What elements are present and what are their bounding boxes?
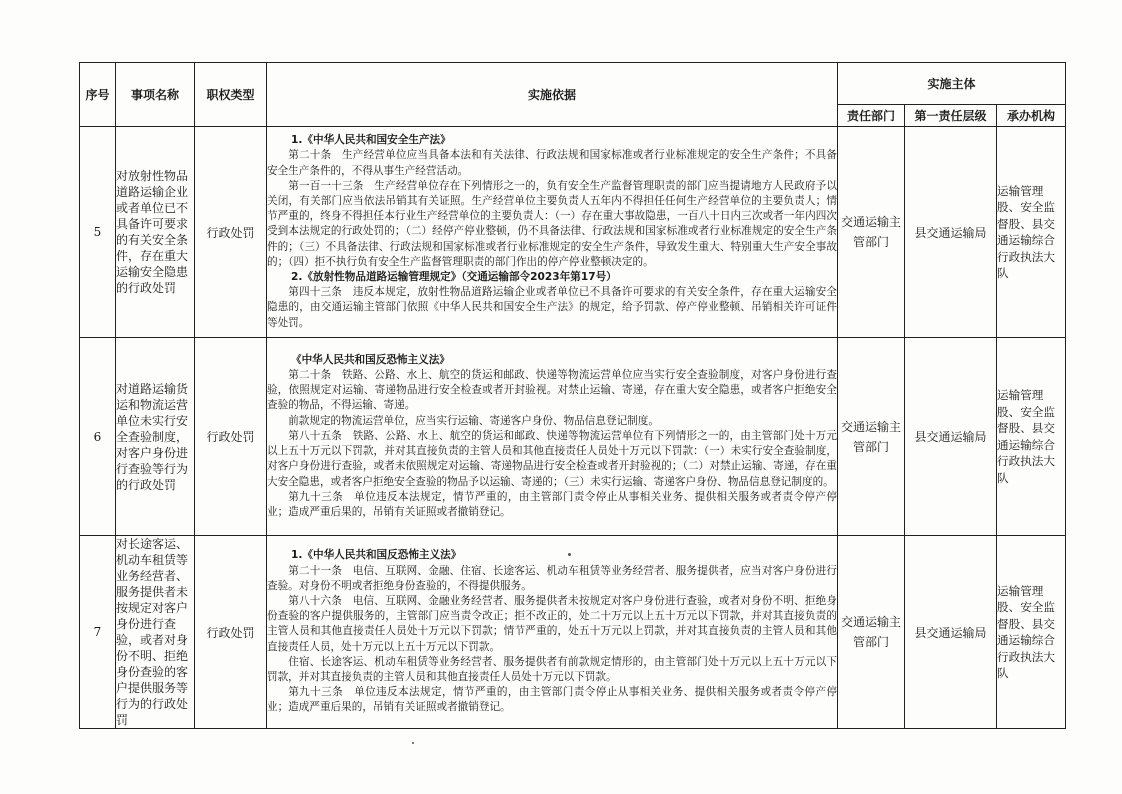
row-responsible-dept: 交通运输主管部门	[838, 338, 905, 536]
basis-article: 第二十条 铁路、公路、水上、航空的货运和邮政、快递等物流运营单位应当实行安全查验制度，对客户身份进行查验，依照规定对运输、寄递物品进行安全检查或者开封验视。对禁止运输、寄递，存在重大安全隐患，或者客户拒绝安全查验的物品，不得运输、寄递。	[267, 369, 837, 412]
header-subject: 实施主体	[838, 63, 1066, 105]
row-basis	[267, 338, 838, 536]
row-seq: 7	[80, 536, 116, 729]
row-undertaking-agency: 运输管理股、安全监督股、县交通运输综合行政执法大队	[997, 338, 1066, 536]
basis-article: 住宿、长途客运、机动车租赁等业务经营者、服务提供者有前款规定情形的，由主管部门处十万元以上五十万元以下罚款，并对其直接负责的主管人员和其他直接责任人员处十万元以下罚款。	[267, 655, 837, 683]
row-power-type: 行政处罚	[195, 536, 267, 729]
header-basis: 实施依据	[267, 63, 838, 127]
header-item-name: 事项名称	[116, 63, 195, 127]
header-responsible-dept: 责任部门	[838, 105, 905, 127]
basis-article: 第二十条 生产经营单位应当具备本法和有关法律、行政法规和国家标准或者行业标准规定的安全生产条件；不具备安全生产条件的，不得从事生产经营活动。	[267, 149, 837, 177]
row-basis	[267, 127, 838, 338]
row-power-type: 行政处罚	[195, 127, 267, 338]
basis-article: 第一百一十三条 生产经营单位存在下列情形之一的，负有安全生产监督管理职责的部门应当提请地方人民政府予以关闭，有关部门应当依法吊销其有关证照。生产经营单位主要负责人五年内不得担任任何生产经营单位的主要负责人；情节严重的，终身不得担任本行业生产经营单位的主要负责人：（一）存在重大事故隐患，一百八十日内三次或者一年内四次受到本法规定的行政处罚的；（二）经停产停业整顿，仍不具备法律、行政法规和国家标准或者行业标准规定的安全生产条件的；（三）不具备法律、行政法规和国家标准或者行业标准规定的安全生产条件，导致发生重大、特别重大生产安全事故的；（四）拒不执行负有安全生产监督管理职责的部门作出的停产停业整顿决定的。	[267, 179, 837, 268]
row-undertaking-agency: 运输管理股、安全监督股、县交通运输综合行政执法大队	[997, 536, 1066, 729]
row-first-level: 县交通运输局	[905, 536, 997, 729]
basis-article: 第二十一条 电信、互联网、金融、住宿、长途客运、机动车租赁等业务经营者、服务提供者，应当对客户身份进行查验。对身份不明或者拒绝身份查验的，不得提供服务。	[267, 564, 837, 592]
scan-speck	[412, 742, 414, 744]
header-seq: 序号	[80, 63, 116, 127]
table-row	[80, 127, 1066, 338]
row-undertaking-agency: 运输管理股、安全监督股、县交通运输综合行政执法大队	[997, 127, 1066, 338]
row-responsible-dept: 交通运输主管部门	[838, 127, 905, 338]
basis-law-title: 2.《放射性物品道路运输管理规定》（交通运输部令2023年第17号）	[291, 271, 617, 283]
row-item-name: 对长途客运、机动车租赁等业务经营者、服务提供者未按规定对客户身份进行查验，或者对身份不明、拒绝身份查验的客户提供服务等行为的行政处罚	[116, 536, 195, 729]
basis-article: 第八十六条 电信、互联网、金融业务经营者、服务提供者未按规定对客户身份进行查验，或者对身份不明、拒绝身份查验的客户提供服务的，主管部门应当责令改正；拒不改正的，处二十万元以上五十万元以下罚款，并对其直接负责的主管人员和其他直接责任人员处十万元以下罚款；情节严重的，处五十万元以上罚款，并对其直接负责的主管人员和其他直接责任人员，处十万元以上五十万元以下罚款。	[267, 594, 837, 653]
row-responsible-dept: 交通运输主管部门	[838, 536, 905, 729]
row-seq: 6	[80, 338, 116, 536]
basis-article: 第四十三条 违反本规定，放射性物品道路运输企业或者单位已不具备许可要求的有关安全条件，存在重大运输安全隐患的，由交通运输主管部门依照《中华人民共和国安全生产法》的规定，给予罚款、停产停业整顿、吊销相关许可证件等处罚。	[267, 286, 837, 329]
row-item-name: 对道路运输货运和物流运营单位未实行安全查验制度，对客户身份进行查验等行为的行政处罚	[116, 338, 195, 536]
row-first-level: 县交通运输局	[905, 338, 997, 536]
enforcement-table	[79, 62, 1066, 729]
basis-law-title: 《中华人民共和国反恐怖主义法》	[291, 353, 450, 366]
row-seq: 5	[80, 127, 116, 338]
table-row	[80, 536, 1066, 729]
basis-article: 第九十三条 单位违反本法规定，情节严重的，由主管部门责令停止从事相关业务、提供相关服务或者责令停产停业；造成严重后果的，吊销有关证照或者撤销登记。	[267, 686, 837, 714]
basis-article: 第八十五条 铁路、公路、水上、航空的货运和邮政、快递等物流运营单位有下列情形之一的，由主管部门处十万元以上五十万元以下罚款，并对其直接负责的主管人员和其他直接责任人员处十万元以下罚款：（一）未实行安全查验制度，对客户身份进行查验，或者未依照规定对运输、寄递物品进行安全检查或者开封验视的；（二）对禁止运输、寄递，存在重大安全隐患，或者客户拒绝安全查验的物品予以运输、寄递的；（三）未实行运输、寄递客户身份、物品信息登记制度的。	[267, 429, 837, 488]
basis-article: 前款规定的物流运营单位，应当实行运输、寄递客户身份、物品信息登记制度。	[288, 414, 659, 427]
row-power-type: 行政处罚	[195, 338, 267, 536]
basis-law-title: 1.《中华人民共和国反恐怖主义法》	[291, 549, 462, 562]
header-first-level: 第一责任层级	[905, 105, 997, 127]
header-power-type: 职权类型	[195, 63, 267, 127]
row-first-level: 县交通运输局	[905, 127, 997, 338]
row-basis	[267, 536, 838, 729]
table-row	[80, 338, 1066, 536]
basis-law-title: 1.《中华人民共和国安全生产法》	[291, 134, 451, 147]
basis-article: 第九十三条 单位违反本法规定，情节严重的，由主管部门责令停止从事相关业务、提供相关服务或者责令停产停业；造成严重后果的，吊销有关证照或者撤销登记。	[267, 490, 837, 518]
header-undertaking-agency: 承办机构	[997, 105, 1066, 127]
row-item-name: 对放射性物品道路运输企业或者单位已不具备许可要求的有关安全条件，存在重大运输安全隐患的行政处罚	[116, 127, 195, 338]
